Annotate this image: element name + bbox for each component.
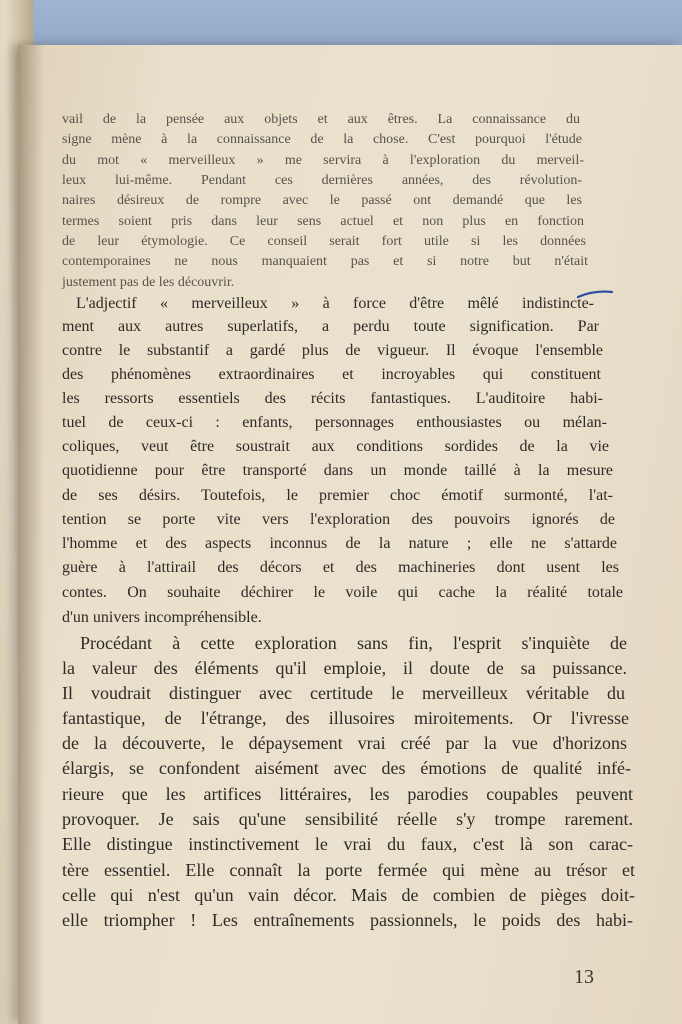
page-number: 13	[574, 966, 594, 988]
text-line: vail de la pensée aux objets et aux êtres. La connaissance du	[62, 112, 580, 127]
text-line: la valeur des éléments qu'il emploie, il doute de sa puissance.	[62, 658, 627, 678]
text-line: les ressorts essentiels des récits fantastiques. L'auditoire habi-	[62, 390, 603, 407]
text-line: d'un univers incompréhensible.	[62, 609, 262, 626]
text-line: l'homme et des aspects inconnus de la nature ; elle ne s'attarde	[62, 535, 617, 552]
text-line: provoquer. Je sais qu'une sensibilité réelle s'y trompe rarement.	[62, 809, 633, 829]
text-line: Elle distingue instinctivement le vrai du faux, c'est là son carac-	[62, 834, 633, 854]
text-line: leux lui-même. Pendant ces dernières années, des révolution-	[62, 173, 582, 188]
text-line: coliques, veut être soustrait aux conditions sordides de la vie	[62, 438, 609, 455]
text-line: termes soient pris dans leur sens actuel et non plus en fonction	[62, 214, 584, 229]
text-line: guère à l'attirail des décors et des machineries dont usent les	[62, 559, 619, 576]
pen-underline-mark	[576, 289, 614, 299]
text-line: Il voudrait distinguer avec certitude le merveilleux véritable du	[62, 683, 625, 703]
text-line: rieure que les artifices littéraires, les parodies coupables peuvent	[62, 784, 633, 804]
text-line: justement pas de les découvrir.	[62, 275, 235, 290]
text-line: elle triompher ! Les entraînements passionnels, le poids des habi-	[62, 910, 633, 930]
text-line: celle qui n'est qu'un vain décor. Mais de combien de pièges doit-	[62, 885, 635, 905]
text-line: ment aux autres superlatifs, a perdu toute signification. Par	[62, 318, 599, 335]
text-line: de ses désirs. Toutefois, le premier choc émotif surmonté, l'at-	[62, 487, 613, 504]
text-line: tuel de ceux-ci : enfants, personnages enthousiastes ou mélan-	[62, 414, 607, 431]
text-line: contes. On souhaite déchirer le voile qui cache la réalité totale	[62, 584, 623, 601]
text-line: Procédant à cette exploration sans fin, l'esprit s'inquiète de	[80, 633, 627, 653]
text-line: contre le substantif a gardé plus de vigueur. Il évoque l'ensemble	[62, 342, 603, 359]
text-line: de leur étymologie. Ce conseil serait fort utile si les données	[62, 234, 586, 249]
text-line: de la découverte, le dépaysement vrai créé par la vue d'horizons	[62, 733, 627, 753]
text-line: du mot « merveilleux » me servira à l'exploration du merveil-	[62, 153, 584, 168]
text-line: élargis, se confondent aisément avec des émotions de qualité infé-	[62, 758, 631, 778]
text-line: naires désireux de rompre avec le passé ont demandé que les	[62, 193, 582, 208]
text-line: tère essentiel. Elle connaît la porte fermée qui mène au trésor et	[62, 860, 635, 880]
text-line: des phénomènes extraordinaires et incroyables qui constituent	[62, 366, 601, 383]
text-line: L'adjectif « merveilleux » à force d'être mêlé indistincte-	[76, 295, 594, 312]
text-line: tention se porte vite vers l'exploration des pouvoirs ignorés de	[62, 511, 615, 528]
text-line: contemporaines ne nous manquaient pas et si notre but n'était	[62, 254, 588, 269]
text-line: fantastique, de l'étrange, des illusoires miroitements. Or l'ivresse	[62, 708, 629, 728]
text-line: signe mène à la connaissance de la chose. C'est pourquoi l'étude	[62, 132, 582, 147]
text-line: quotidienne pour être transporté dans un monde taillé à la mesure	[62, 462, 613, 479]
page-gutter-shadow	[18, 45, 44, 1024]
